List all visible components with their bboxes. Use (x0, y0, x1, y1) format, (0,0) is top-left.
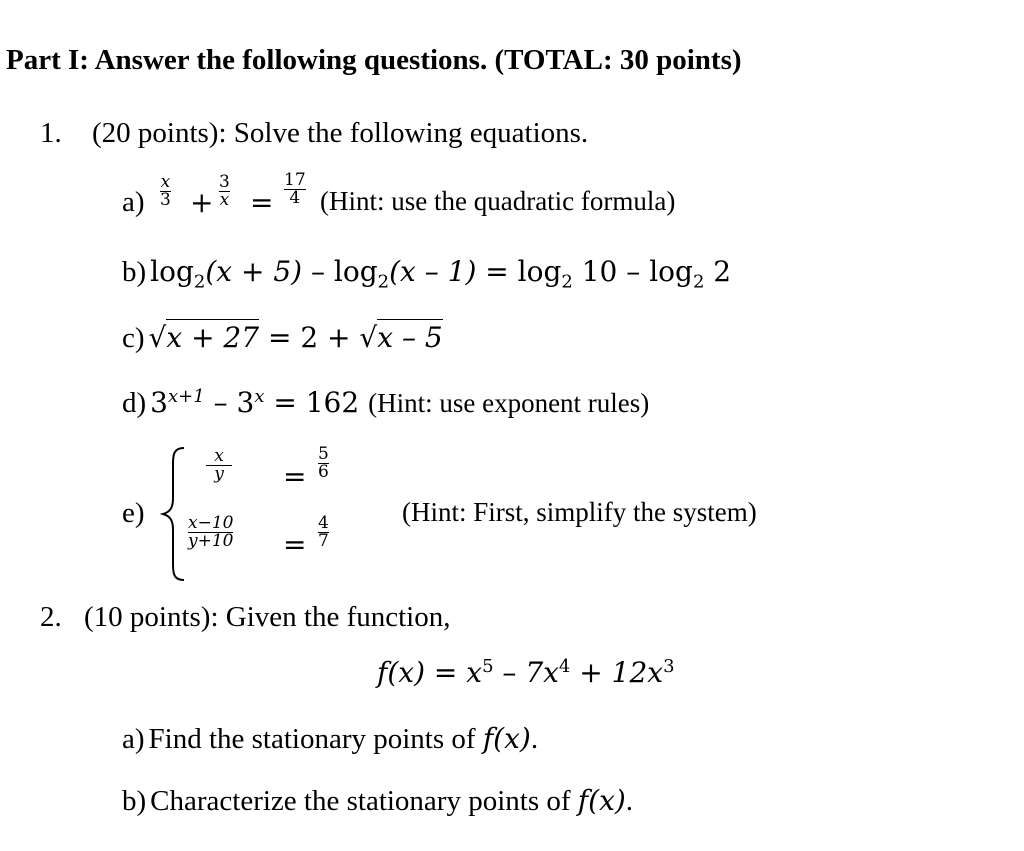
exponent: 5 (482, 656, 494, 678)
equation-d (122, 386, 649, 420)
equals-sign: = (250, 186, 274, 219)
hint-a: (Hint: use the quadratic formula) (320, 186, 676, 216)
page-heading: Part I: Answer the following questions. (TOTAL: 30 points) (6, 44, 742, 76)
fraction-denominator: y (214, 464, 224, 484)
left-brace-icon (160, 446, 190, 582)
question-1-number: 1. (40, 117, 62, 149)
sqrt-icon: √ (148, 321, 167, 354)
period: . (530, 723, 539, 755)
sqrt-icon: √ (359, 321, 378, 354)
log-operator: log (150, 255, 194, 288)
equation-b (122, 255, 732, 293)
fraction-denominator: 7 (318, 531, 329, 551)
equation-d-label: d) (122, 387, 147, 419)
question-1-text: (20 points): Solve the following equations. (92, 117, 589, 149)
function-lhs: f(x) = x (377, 656, 483, 689)
function-term: + 12x (570, 656, 664, 689)
plus-sign: + (190, 186, 214, 219)
minus-sign: – (311, 255, 325, 288)
log-operator: log (333, 255, 378, 288)
log-argument-4: 2 (704, 255, 732, 288)
radicand-2: x – 5 (377, 321, 443, 354)
equation-c-label: c) (122, 322, 145, 354)
hint-e: (Hint: First, simplify the system) (402, 497, 757, 527)
fraction-x-over-y (206, 448, 232, 483)
fraction-denominator: 4 (289, 188, 301, 208)
fraction-numerator: x (160, 172, 171, 192)
log-argument-2: (x – 1) = (389, 255, 509, 288)
fraction-numerator: x−10 (188, 513, 234, 533)
function-symbol: f(x) (482, 722, 531, 755)
fraction-x-minus-10-over-y-plus-10 (188, 515, 233, 550)
equation-b-label: b) (122, 256, 147, 288)
fraction-x-over-3 (160, 174, 171, 209)
function-symbol: f(x) (577, 784, 626, 817)
fraction-denominator: 6 (318, 462, 329, 482)
question-2a-text: Find the stationary points of (148, 723, 483, 755)
log-argument-1: (x + 5) (205, 255, 303, 288)
exponent: 4 (558, 656, 571, 678)
log-base: 2 (692, 271, 705, 293)
fraction-numerator: 3 (219, 172, 230, 192)
question-2b-text: Characterize the stationary points of (150, 785, 578, 817)
log-base: 2 (377, 271, 390, 293)
fraction-17-over-4 (284, 172, 306, 207)
equation-c-middle: = 2 + (259, 321, 360, 354)
exponent: 3 (663, 656, 675, 678)
hint-d: (Hint: use exponent rules) (368, 388, 650, 418)
equation-c (122, 321, 443, 355)
question-2-number: 2. (40, 601, 62, 633)
exponent: x+1 (168, 386, 205, 408)
function-term: – 7x (493, 656, 559, 689)
fraction-denominator: 3 (160, 190, 171, 210)
fraction-numerator: 4 (318, 513, 329, 533)
fraction-denominator: x (219, 190, 230, 210)
question-2b-label: b) (122, 785, 147, 817)
question-2a (122, 722, 538, 756)
fraction-numerator: 17 (284, 170, 306, 190)
exponent: x (254, 386, 265, 408)
fraction-numerator: 5 (318, 444, 329, 464)
power-base: 3 (150, 386, 168, 419)
fraction-denominator: y+10 (188, 531, 234, 551)
period: . (625, 785, 634, 817)
equation-e-label: e) (122, 497, 145, 529)
radicand-1: x + 27 (166, 321, 260, 354)
equation-a-label: a) (122, 186, 145, 218)
fraction-3-over-x (219, 174, 230, 209)
log-operator: log (649, 255, 693, 288)
fraction-numerator: x (214, 446, 224, 466)
log-base: 2 (193, 271, 206, 293)
equation-d-rhs: = 162 (264, 386, 360, 419)
question-2b (122, 784, 633, 818)
minus-term: – 3 (204, 386, 255, 419)
log-operator: log (517, 255, 562, 288)
equals-sign: = (283, 528, 307, 561)
equals-sign: = (283, 460, 307, 493)
function-definition (377, 656, 675, 689)
log-base: 2 (561, 271, 573, 293)
question-2-text: (10 points): Given the function, (84, 601, 451, 633)
log-argument-3: 10 – (572, 255, 641, 288)
fraction-4-over-7 (318, 515, 329, 550)
fraction-5-over-6 (318, 446, 329, 481)
question-2a-label: a) (122, 723, 145, 755)
